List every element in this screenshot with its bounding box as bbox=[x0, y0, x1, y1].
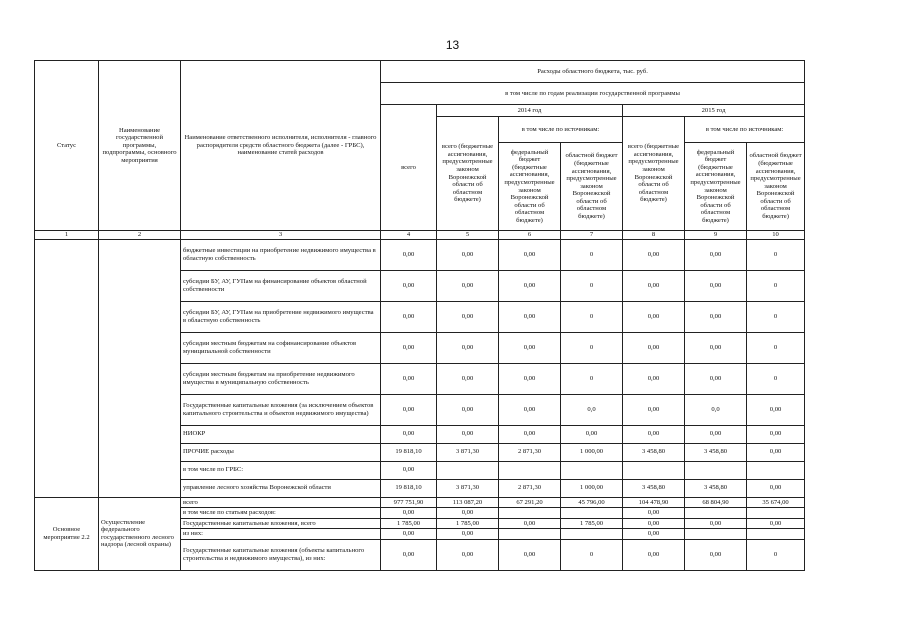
header-2014-federal: федеральный бюджет (бюджетные ассигнования, предусмотренные законом Воронежской области об областном бюджете) bbox=[499, 143, 561, 231]
value-cell: 0,00 bbox=[381, 425, 437, 443]
value-cell: 0 bbox=[561, 301, 623, 332]
value-cell bbox=[623, 461, 685, 479]
column-number: 7 bbox=[561, 231, 623, 240]
value-cell: 2 871,30 bbox=[499, 443, 561, 461]
table-row bbox=[35, 239, 805, 270]
row-label: субсидии БУ, АУ, ГУПам на финансирование объектов областной собственности bbox=[181, 270, 381, 301]
column-number: 5 bbox=[437, 231, 499, 240]
row-label: НИОКР bbox=[181, 425, 381, 443]
status-cell-empty bbox=[35, 239, 99, 497]
value-cell bbox=[561, 529, 623, 540]
row-label: ПРОЧИЕ расходы bbox=[181, 443, 381, 461]
row-label: Государственные капитальные вложения (объекты капитального строительства и недвижимого имущества), из них: bbox=[181, 539, 381, 570]
column-number: 9 bbox=[685, 231, 747, 240]
value-cell: 0 bbox=[561, 332, 623, 363]
value-cell: 0,00 bbox=[685, 332, 747, 363]
row-label: субсидии местным бюджетам на приобретение недвижимого имущества в муниципальную собственность bbox=[181, 363, 381, 394]
value-cell: 0,00 bbox=[623, 332, 685, 363]
value-cell bbox=[747, 508, 805, 519]
row-label: управление лесного хозяйства Воронежской области bbox=[181, 479, 381, 497]
value-cell: 0,00 bbox=[685, 239, 747, 270]
activity-status: Основное мероприятие 2.2 bbox=[35, 497, 99, 570]
value-cell: 0 bbox=[561, 239, 623, 270]
value-cell: 0 bbox=[561, 270, 623, 301]
row-label: Государственные капитальные вложения, всего bbox=[181, 518, 381, 529]
value-cell bbox=[747, 461, 805, 479]
value-cell bbox=[499, 529, 561, 540]
column-number: 6 bbox=[499, 231, 561, 240]
value-cell: 1 785,00 bbox=[437, 518, 499, 529]
value-cell: 1 785,00 bbox=[561, 518, 623, 529]
budget-table bbox=[34, 60, 805, 571]
value-cell bbox=[561, 461, 623, 479]
value-cell bbox=[685, 508, 747, 519]
value-cell: 0,00 bbox=[623, 539, 685, 570]
page-number: 13 bbox=[445, 38, 460, 52]
value-cell: 0,00 bbox=[381, 239, 437, 270]
column-number: 3 bbox=[181, 231, 381, 240]
value-cell: 3 871,30 bbox=[437, 443, 499, 461]
table-row bbox=[35, 497, 805, 508]
header-year-2015: 2015 год bbox=[623, 105, 805, 117]
column-number: 2 bbox=[99, 231, 181, 240]
value-cell: 45 796,00 bbox=[561, 497, 623, 508]
row-label: в том числе по ГРБС: bbox=[181, 461, 381, 479]
value-cell: 0,00 bbox=[499, 363, 561, 394]
value-cell: 0 bbox=[747, 239, 805, 270]
header-budget-title: Расходы областного бюджета, тыс. руб. bbox=[381, 61, 805, 83]
value-cell: 35 674,00 bbox=[747, 497, 805, 508]
value-cell: 0,00 bbox=[437, 270, 499, 301]
activity-name: Осуществление федерального государственного лесного надзора (лесной охраны) bbox=[99, 497, 181, 570]
header-by-years: в том числе по годам реализации государственной программы bbox=[381, 83, 805, 105]
header-2015-regional: областной бюджет (бюджетные ассигнования, предусмотренные законом Воронежской области об областном бюджете) bbox=[747, 143, 805, 231]
column-number: 10 bbox=[747, 231, 805, 240]
value-cell bbox=[747, 529, 805, 540]
column-number: 1 bbox=[35, 231, 99, 240]
value-cell: 0,00 bbox=[381, 539, 437, 570]
value-cell bbox=[437, 461, 499, 479]
value-cell: 3 458,80 bbox=[623, 479, 685, 497]
value-cell bbox=[685, 529, 747, 540]
value-cell: 0 bbox=[747, 301, 805, 332]
header-2015-federal: федеральный бюджет (бюджетные ассигнования, предусмотренные законом Воронежской области об областном бюджете) bbox=[685, 143, 747, 231]
value-cell: 0,00 bbox=[437, 363, 499, 394]
row-label: Государственные капитальные вложения (за исключением объектов капитального строительства и объектов недвижимого имущества) bbox=[181, 394, 381, 425]
value-cell: 0,0 bbox=[685, 394, 747, 425]
value-cell: 977 751,90 bbox=[381, 497, 437, 508]
value-cell: 0,00 bbox=[437, 539, 499, 570]
value-cell: 0,00 bbox=[623, 363, 685, 394]
value-cell: 68 804,90 bbox=[685, 497, 747, 508]
value-cell: 0,00 bbox=[381, 332, 437, 363]
value-cell: 19 818,10 bbox=[381, 479, 437, 497]
value-cell: 0,00 bbox=[381, 529, 437, 540]
value-cell bbox=[685, 461, 747, 479]
value-cell: 0,00 bbox=[685, 425, 747, 443]
value-cell: 0,00 bbox=[685, 270, 747, 301]
value-cell: 0,00 bbox=[381, 461, 437, 479]
value-cell: 0,00 bbox=[747, 394, 805, 425]
value-cell: 0,00 bbox=[381, 301, 437, 332]
row-label: субсидии местным бюджетам на софинансирование объектов муниципальной собственности bbox=[181, 332, 381, 363]
value-cell: 104 478,90 bbox=[623, 497, 685, 508]
value-cell: 0,00 bbox=[747, 425, 805, 443]
value-cell: 1 000,00 bbox=[561, 443, 623, 461]
value-cell: 0 bbox=[747, 363, 805, 394]
value-cell: 0,00 bbox=[623, 270, 685, 301]
value-cell: 0,00 bbox=[499, 425, 561, 443]
value-cell: 0,00 bbox=[623, 301, 685, 332]
header-2015-by-sources: в том числе по источникам: bbox=[685, 117, 805, 143]
row-label: бюджетные инвестиции на приобретение недвижимого имущества в областную собственность bbox=[181, 239, 381, 270]
header-2014-by-sources: в том числе по источникам: bbox=[499, 117, 623, 143]
value-cell: 0,00 bbox=[437, 394, 499, 425]
value-cell: 0,00 bbox=[499, 394, 561, 425]
value-cell: 0 bbox=[747, 332, 805, 363]
value-cell: 3 458,80 bbox=[623, 443, 685, 461]
value-cell: 0,00 bbox=[381, 394, 437, 425]
value-cell: 0,00 bbox=[437, 425, 499, 443]
value-cell: 0,00 bbox=[623, 518, 685, 529]
header-status: Статус bbox=[35, 61, 99, 231]
value-cell: 0,00 bbox=[381, 508, 437, 519]
header-executor: Наименование ответственного исполнителя, исполнителя - главного распорядителя средств областного бюджета (далее - ГРБС), наименование статей расходов bbox=[181, 61, 381, 231]
value-cell: 0,00 bbox=[381, 270, 437, 301]
value-cell: 0 bbox=[747, 539, 805, 570]
value-cell: 3 458,80 bbox=[685, 479, 747, 497]
value-cell: 3 458,80 bbox=[685, 443, 747, 461]
header-total: всего bbox=[381, 105, 437, 231]
value-cell: 0,00 bbox=[747, 443, 805, 461]
value-cell: 0,00 bbox=[437, 332, 499, 363]
value-cell: 0,00 bbox=[623, 508, 685, 519]
value-cell: 0,00 bbox=[623, 394, 685, 425]
value-cell: 0,00 bbox=[499, 270, 561, 301]
column-numbers-row bbox=[35, 231, 805, 240]
value-cell: 0,00 bbox=[623, 239, 685, 270]
value-cell: 0,00 bbox=[623, 529, 685, 540]
column-number: 4 bbox=[381, 231, 437, 240]
header-2014-regional: областной бюджет (бюджетные ассигнования, предусмотренные законом Воронежской области об областном бюджете) bbox=[561, 143, 623, 231]
header-program-name: Наименование государственной программы, подпрограммы, основного мероприятия bbox=[99, 61, 181, 231]
value-cell: 0,00 bbox=[499, 518, 561, 529]
header-2014-total: всего (бюджетные ассигнования, предусмотренные законом Воронежской области об областном бюджете) bbox=[437, 117, 499, 231]
value-cell: 67 291,20 bbox=[499, 497, 561, 508]
value-cell: 0,00 bbox=[381, 363, 437, 394]
value-cell: 0,00 bbox=[623, 425, 685, 443]
value-cell bbox=[499, 461, 561, 479]
value-cell: 0,00 bbox=[499, 332, 561, 363]
value-cell: 0 bbox=[747, 270, 805, 301]
column-number: 8 bbox=[623, 231, 685, 240]
header-2015-total: всего (бюджетные ассигнования, предусмотренные законом Воронежской области об областном бюджете) bbox=[623, 117, 685, 231]
value-cell: 1 000,00 bbox=[561, 479, 623, 497]
value-cell: 3 871,30 bbox=[437, 479, 499, 497]
value-cell: 0,00 bbox=[747, 518, 805, 529]
row-label: субсидии БУ, АУ, ГУПам на приобретение недвижимого имущества в областную собственность bbox=[181, 301, 381, 332]
value-cell: 0,0 bbox=[561, 394, 623, 425]
value-cell: 113 087,20 bbox=[437, 497, 499, 508]
header-year-2014: 2014 год bbox=[437, 105, 623, 117]
value-cell: 0,00 bbox=[437, 239, 499, 270]
value-cell: 0 bbox=[561, 539, 623, 570]
value-cell bbox=[561, 508, 623, 519]
value-cell: 0,00 bbox=[437, 301, 499, 332]
value-cell: 0,00 bbox=[685, 301, 747, 332]
value-cell: 1 785,00 bbox=[381, 518, 437, 529]
value-cell: 0,00 bbox=[685, 539, 747, 570]
value-cell: 0,00 bbox=[437, 529, 499, 540]
value-cell: 2 871,30 bbox=[499, 479, 561, 497]
row-label: из них: bbox=[181, 529, 381, 540]
value-cell: 0,00 bbox=[561, 425, 623, 443]
value-cell: 0,00 bbox=[499, 301, 561, 332]
value-cell: 0,00 bbox=[499, 539, 561, 570]
value-cell: 19 818,10 bbox=[381, 443, 437, 461]
value-cell: 0,00 bbox=[747, 479, 805, 497]
value-cell bbox=[499, 508, 561, 519]
row-label: в том числе по статьям расходов: bbox=[181, 508, 381, 519]
value-cell: 0 bbox=[561, 363, 623, 394]
value-cell: 0,00 bbox=[437, 508, 499, 519]
row-label: всего bbox=[181, 497, 381, 508]
value-cell: 0,00 bbox=[685, 363, 747, 394]
value-cell: 0,00 bbox=[685, 518, 747, 529]
value-cell: 0,00 bbox=[499, 239, 561, 270]
program-cell-empty bbox=[99, 239, 181, 497]
